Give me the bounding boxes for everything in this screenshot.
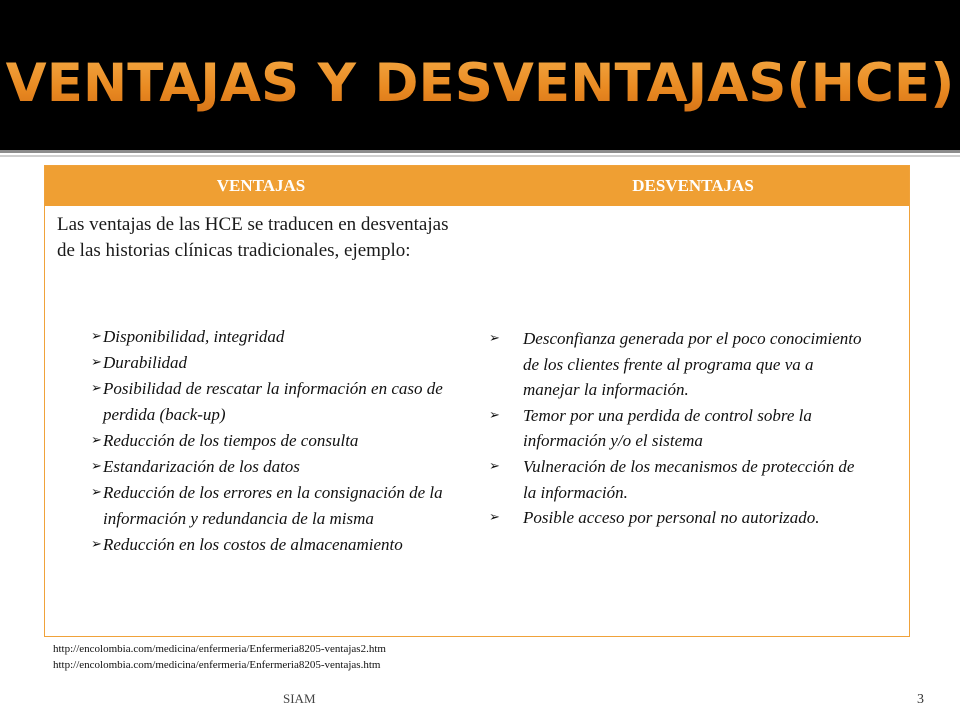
- arrow-bullet-icon: ➢: [489, 458, 500, 474]
- title-divider-thin: [0, 155, 960, 157]
- list-item: ➢ Desconfianza generada por el poco conocimiento de los clientes frente al programa que va a manejar la información.: [487, 326, 867, 403]
- arrow-bullet-icon: ➢: [91, 485, 102, 500]
- header-ventajas: VENTAJAS: [216, 176, 306, 195]
- title-divider: [0, 150, 960, 153]
- arrow-bullet-icon: ➢: [91, 329, 102, 344]
- list-item: ➢ Posible acceso por personal no autorizado.: [487, 505, 867, 531]
- arrow-bullet-icon: ➢: [91, 459, 102, 474]
- reference-link[interactable]: http://encolombia.com/medicina/enfermeria/Enfermeria8205-ventajas.htm: [53, 659, 381, 671]
- references: [53, 641, 386, 673]
- arrow-bullet-icon: ➢: [489, 407, 500, 423]
- list-item: ➢ Reducción de los tiempos de consulta: [91, 428, 461, 454]
- list-item: ➢ Reducción en los costos de almacenamiento: [91, 532, 461, 558]
- slide-number: 3: [917, 692, 924, 707]
- title-bar: [0, 0, 960, 150]
- reference-link[interactable]: http://encolombia.com/medicina/enfermeria/Enfermeria8205-ventajas2.htm: [53, 643, 386, 655]
- list-item: ➢ Disponibilidad, integridad: [91, 324, 461, 350]
- list-item: ➢ Estandarización de los datos: [91, 454, 461, 480]
- table-header: [45, 166, 909, 206]
- arrow-bullet-icon: ➢: [91, 381, 102, 396]
- slide-title: VENTAJAS Y DESVENTAJAS(HCE): [0, 44, 960, 124]
- list-item: ➢ Reducción de los errores en la consignación de la información y redundancia de la misma: [91, 480, 461, 532]
- header-desventajas: DESVENTAJAS: [632, 176, 754, 195]
- list-item: ➢ Temor por una perdida de control sobre la información y/o el sistema: [487, 403, 867, 454]
- comparison-table: [44, 165, 910, 637]
- list-item: ➢ Posibilidad de rescatar la información en caso de perdida (back-up): [91, 376, 461, 428]
- ventajas-list: [91, 324, 461, 558]
- list-item: ➢ Durabilidad: [91, 350, 461, 376]
- footer-text: SIAM: [283, 691, 316, 706]
- intro-text: Las ventajas de las HCE se traducen en desventajas de las historias clínicas tradicionales, ejemplo:: [57, 214, 449, 261]
- arrow-bullet-icon: ➢: [91, 433, 102, 448]
- arrow-bullet-icon: ➢: [91, 355, 102, 370]
- list-item: ➢ Vulneración de los mecanismos de protección de la información.: [487, 454, 867, 505]
- desventajas-list: [487, 326, 867, 531]
- arrow-bullet-icon: ➢: [91, 537, 102, 552]
- arrow-bullet-icon: ➢: [489, 510, 500, 526]
- arrow-bullet-icon: ➢: [489, 331, 500, 346]
